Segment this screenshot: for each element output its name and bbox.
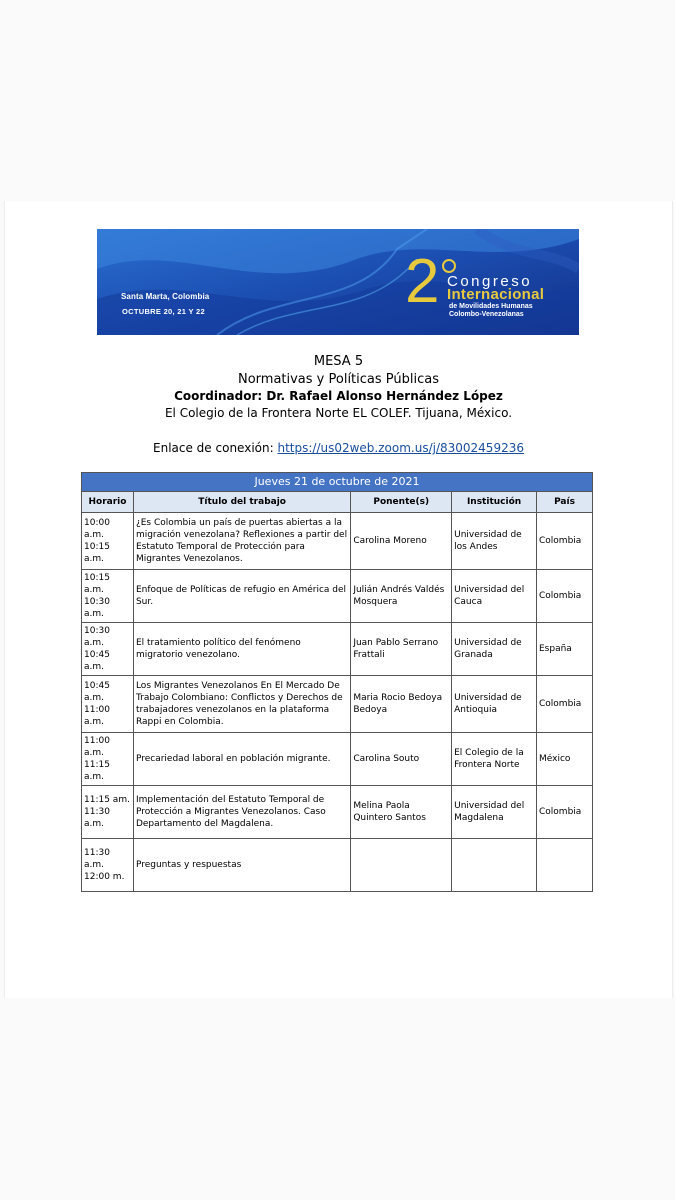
table-row	[82, 623, 593, 676]
speaker-cell: Maria Rocio Bedoya Bedoya	[351, 676, 452, 733]
country-cell: México	[537, 733, 593, 786]
table-row	[82, 676, 593, 733]
institution-cell: Universidad del Cauca	[452, 570, 537, 623]
title-cell: ¿Es Colombia un país de puertas abiertas a la migración venezolana? Reflexiones a partir del Estatuto Temporal de Protección para Migrantes Venezolanos.	[133, 513, 350, 570]
banner-dates: OCTUBRE 20, 21 Y 22	[122, 307, 205, 316]
end-time: 10:30 a.m.	[84, 597, 110, 619]
country-cell: Colombia	[537, 570, 593, 623]
start-time: 11:30 a.m.	[84, 848, 110, 870]
end-time: 12:00 m.	[84, 872, 125, 882]
banner-subtitle-1: de Movilidades Humanas	[449, 303, 533, 310]
speaker-cell: Carolina Souto	[351, 733, 452, 786]
time-cell	[82, 623, 134, 676]
start-time: 10:00 a.m.	[84, 518, 110, 540]
banner-internacional: Internacional	[447, 286, 545, 303]
zoom-link[interactable]: https://us02web.zoom.us/j/83002459236	[277, 441, 524, 455]
institution-cell: Universidad de los Andes	[452, 513, 537, 570]
title-cell: Enfoque de Políticas de refugio en América del Sur.	[133, 570, 350, 623]
day-header-row	[82, 473, 593, 492]
title-cell: Preguntas y respuestas	[133, 839, 350, 892]
connection-link-label: Enlace de conexión:	[153, 441, 278, 455]
banner-edition-number: 2	[405, 247, 440, 316]
time-cell	[82, 570, 134, 623]
institution-cell: Universidad del Magdalena	[452, 786, 537, 839]
start-time: 10:15 a.m.	[84, 573, 110, 595]
banner-subtitle-2: Colombo-Venezolanas	[449, 311, 524, 318]
ordinal-circle-icon	[442, 259, 456, 273]
session-header	[5, 353, 672, 422]
time-cell	[82, 676, 134, 733]
end-time: 11:15 a.m.	[84, 760, 110, 782]
start-time: 10:45 a.m.	[84, 681, 110, 703]
time-cell	[82, 733, 134, 786]
country-cell: España	[537, 623, 593, 676]
coordinator-institution: El Colegio de la Frontera Norte EL COLEF. Tijuana, México.	[164, 406, 513, 420]
column-header: Ponente(s)	[351, 492, 452, 513]
country-cell: Colombia	[537, 676, 593, 733]
column-header: Institución	[452, 492, 537, 513]
end-time: 10:15 a.m.	[84, 542, 110, 564]
table-row	[82, 733, 593, 786]
mesa-title: MESA 5	[313, 354, 364, 369]
end-time: 11:30 a.m.	[84, 807, 110, 829]
table-row	[82, 786, 593, 839]
speaker-cell: Juan Pablo Serrano Frattali	[351, 623, 452, 676]
table-row	[82, 570, 593, 623]
banner-congreso: Congreso	[447, 273, 533, 290]
speaker-cell: Melina Paola Quintero Santos	[351, 786, 452, 839]
connection-link-line	[5, 441, 672, 455]
institution-cell: Universidad de Granada	[452, 623, 537, 676]
time-cell	[82, 513, 134, 570]
congress-banner	[97, 229, 579, 335]
title-cell: El tratamiento político del fenómeno migratorio venezolano.	[133, 623, 350, 676]
column-header-row	[82, 492, 593, 513]
institution-cell: El Colegio de la Frontera Norte	[452, 733, 537, 786]
mesa-theme: Normativas y Políticas Públicas	[237, 372, 440, 387]
banner-city: Santa Marta, Colombia	[121, 292, 210, 301]
country-cell	[537, 839, 593, 892]
end-time: 11:00 a.m.	[84, 705, 110, 727]
column-header: Título del trabajo	[133, 492, 350, 513]
institution-cell	[452, 839, 537, 892]
document-page	[4, 201, 673, 998]
day-label: Jueves 21 de octubre de 2021	[82, 473, 593, 492]
column-header: Horario	[82, 492, 134, 513]
speaker-cell: Carolina Moreno	[351, 513, 452, 570]
table-row	[82, 839, 593, 892]
time-cell	[82, 786, 134, 839]
country-cell: Colombia	[537, 513, 593, 570]
time-cell	[82, 839, 134, 892]
column-header: País	[537, 492, 593, 513]
schedule-table	[81, 472, 593, 892]
speaker-cell	[351, 839, 452, 892]
table-row	[82, 513, 593, 570]
country-cell: Colombia	[537, 786, 593, 839]
coordinator: Coordinador: Dr. Rafael Alonso Hernández López	[174, 389, 503, 403]
title-cell: Los Migrantes Venezolanos En El Mercado De Trabajo Colombiano: Conflictos y Derechos de trabajadores venezolanos en la plataforma Rappi en Colombia.	[133, 676, 350, 733]
speaker-cell: Julián Andrés Valdés Mosquera	[351, 570, 452, 623]
start-time: 10:30 a.m.	[84, 626, 110, 648]
start-time: 11:15 am.	[84, 795, 130, 805]
start-time: 11:00 a.m.	[84, 736, 110, 758]
title-cell: Precariedad laboral en población migrante.	[133, 733, 350, 786]
title-cell: Implementación del Estatuto Temporal de Protección a Migrantes Venezolanos. Caso Departamento del Magdalena.	[133, 786, 350, 839]
institution-cell: Universidad de Antioquia	[452, 676, 537, 733]
end-time: 10:45 a.m.	[84, 650, 110, 672]
